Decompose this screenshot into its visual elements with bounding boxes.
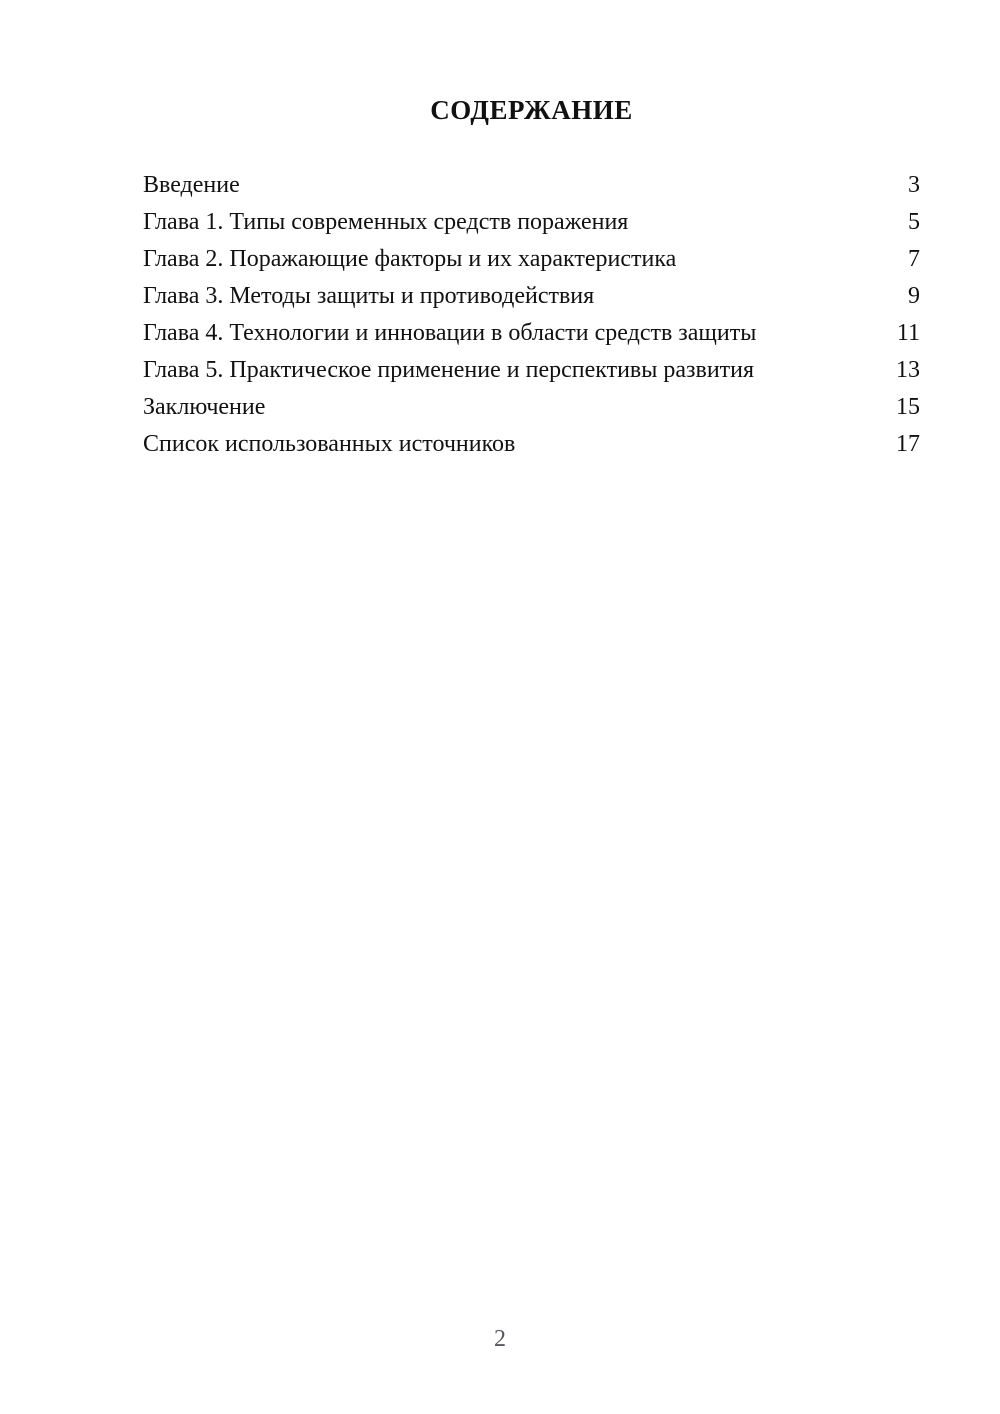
page-number: 2	[494, 1326, 506, 1352]
toc-entry	[143, 204, 920, 241]
toc-entry-page: 15	[896, 394, 920, 420]
toc-entry-label: Глава 2. Поражающие факторы и их характеристика	[143, 246, 677, 272]
toc-entry	[143, 167, 920, 204]
toc-entry	[143, 241, 920, 278]
toc-entry	[143, 315, 920, 352]
toc-entry-page: 7	[908, 246, 920, 272]
toc-entry-label: Глава 5. Практическое применение и перспективы развития	[143, 357, 755, 383]
toc-entry-page: 5	[908, 209, 920, 235]
toc-entry	[143, 426, 920, 463]
toc-entry-page: 9	[908, 283, 920, 309]
toc-entry-label: Глава 4. Технологии и инновации в области средств защиты	[143, 320, 757, 346]
toc-entry-label: Список использованных источников	[143, 431, 516, 457]
toc-entry	[143, 278, 920, 315]
toc-entry-page: 11	[896, 320, 920, 346]
page-title: СОДЕРЖАНИЕ	[430, 95, 633, 125]
toc-entry-label: Глава 1. Типы современных средств поражения	[143, 209, 629, 235]
toc-entry-page: 3	[908, 172, 920, 198]
table-of-contents	[143, 167, 920, 463]
toc-entry	[143, 389, 920, 426]
toc-entry-label: Заключение	[143, 394, 266, 420]
toc-entry-label: Глава 3. Методы защиты и противодействия	[143, 283, 595, 309]
toc-entry	[143, 352, 920, 389]
toc-entry-page: 13	[896, 357, 920, 383]
toc-entry-page: 17	[896, 431, 920, 457]
toc-entry-label: Введение	[143, 172, 240, 198]
